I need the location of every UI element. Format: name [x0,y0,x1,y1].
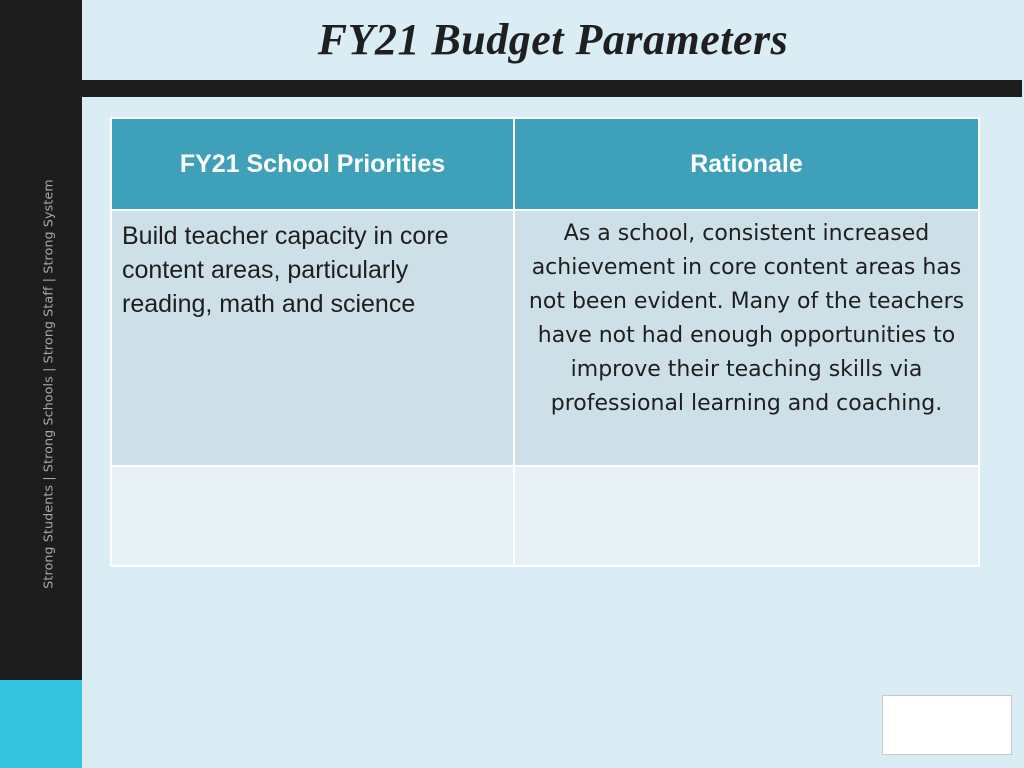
priority-cell [111,466,514,566]
rationale-cell [514,466,979,566]
sidebar-accent-block [0,680,82,768]
header-priorities: FY21 School Priorities [111,118,514,210]
priority-cell: Build teacher capacity in core content areas, particularly reading, math and science [111,210,514,466]
table-header-row [111,118,979,210]
table-row [111,210,979,466]
priorities-table [110,117,980,567]
table-row [111,466,979,566]
rationale-cell: As a school, consistent increased achievement in core content areas has not been evident. Many of the teachers have not had enough opportunities to improve their teaching skills via professional learning and coaching. [514,210,979,466]
title-divider [82,80,1022,97]
sidebar-tagline: Strong Students | Strong Schools | Strong Staff | Strong System [40,179,56,589]
slide-title: FY21 Budget Parameters [317,15,789,64]
header-rationale: Rationale [514,118,979,210]
footer-box [882,695,1012,755]
